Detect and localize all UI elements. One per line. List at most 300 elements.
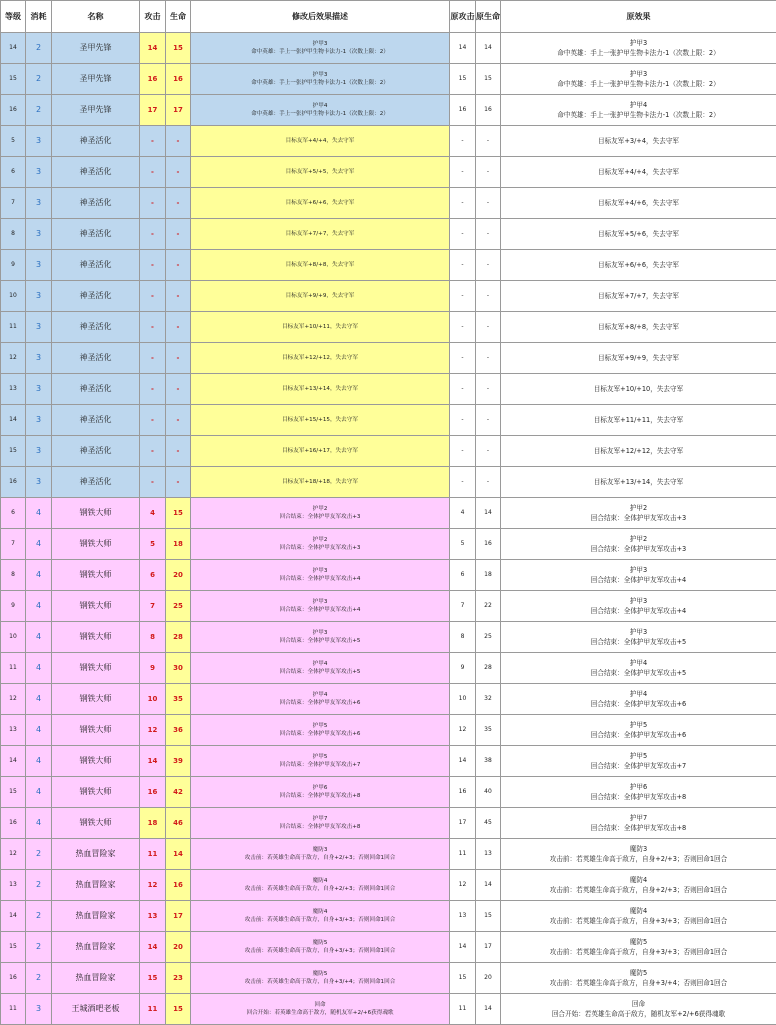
modified-desc-cell [191,95,450,126]
original-health-cell: 14 [476,994,501,1025]
original-desc-line: 攻击前：若英雄生命高于敌方，自身+2/+3；否则回命1回合 [501,885,776,895]
modified-desc-line: 魔防4 [191,877,449,885]
level-cell: 8 [1,219,26,250]
header-original-attack: 原攻击 [450,1,476,33]
original-health-cell: 16 [476,529,501,560]
header-level: 等级 [1,1,26,33]
name-cell: 神圣活化 [52,436,140,467]
modified-desc-cell [191,374,450,405]
modified-desc-cell [191,870,450,901]
original-health-cell: 14 [476,33,501,64]
level-cell: 15 [1,777,26,808]
modified-desc-cell [191,560,450,591]
table-body [1,33,776,1025]
original-desc-line: 魔防3 [501,844,776,854]
attack-cell: 11 [140,994,166,1025]
name-cell: 钢铁大师 [52,591,140,622]
header-original-health: 原生命 [476,1,501,33]
original-desc-line: 回合结束：全体护甲友军攻击+3 [501,513,776,523]
original-desc-cell [501,932,776,963]
health-cell: 15 [166,33,191,64]
modified-desc-line: 护甲2 [191,505,449,513]
original-desc-line: 目标友军+6/+6，失去守军 [501,260,776,270]
cost-cell: 3 [26,281,52,312]
original-desc-cell [501,126,776,157]
modified-desc-line: 魔防3 [191,846,449,854]
original-attack-cell: 14 [450,33,476,64]
health-cell: - [166,374,191,405]
original-desc-line: 目标友军+3/+4，失去守军 [501,136,776,146]
attack-cell: 5 [140,529,166,560]
modified-desc-line: 回合开始：若英雄生命高于敌方，随机友军+2/+6获得魂歌 [191,1009,449,1017]
original-desc-cell [501,467,776,498]
original-desc-line: 护甲3 [501,627,776,637]
original-desc-line: 目标友军+5/+6，失去守军 [501,229,776,239]
attack-cell: 15 [140,963,166,994]
name-cell: 圣甲先锋 [52,95,140,126]
attack-cell: - [140,188,166,219]
health-cell: 23 [166,963,191,994]
original-desc-cell [501,281,776,312]
original-health-cell: - [476,157,501,188]
cost-cell: 4 [26,622,52,653]
level-cell: 11 [1,994,26,1025]
table-row [1,250,776,281]
name-cell: 钢铁大师 [52,684,140,715]
original-health-cell: 15 [476,901,501,932]
name-cell: 钢铁大师 [52,746,140,777]
table-row [1,498,776,529]
modified-desc-line: 魔防5 [191,970,449,978]
original-attack-cell: - [450,126,476,157]
modified-desc-line: 回合结束：全体护甲友军攻击+3 [191,513,449,521]
original-desc-cell [501,839,776,870]
original-attack-cell: 16 [450,95,476,126]
modified-desc-line: 目标友军+8/+8，失去守军 [191,261,449,269]
modified-desc-line: 目标友军+18/+18，失去守军 [191,478,449,486]
original-health-cell: - [476,374,501,405]
header-cost: 消耗 [26,1,52,33]
cost-cell: 2 [26,33,52,64]
health-cell: 35 [166,684,191,715]
name-cell: 热血冒险家 [52,839,140,870]
modified-desc-line: 攻击前：若英雄生命高于敌方，自身+3/+3；否则回命1回合 [191,916,449,924]
original-attack-cell: 5 [450,529,476,560]
table-row [1,591,776,622]
level-cell: 15 [1,64,26,95]
original-desc-cell [501,529,776,560]
original-desc-line: 攻击前：若英雄生命高于敌方，自身+3/+3；否则回命1回合 [501,916,776,926]
modified-desc-cell [191,591,450,622]
original-attack-cell: 14 [450,932,476,963]
level-cell: 13 [1,870,26,901]
health-cell: 18 [166,529,191,560]
original-desc-cell [501,250,776,281]
original-health-cell: 17 [476,932,501,963]
original-desc-line: 目标友军+7/+7，失去守军 [501,291,776,301]
original-attack-cell: 15 [450,64,476,95]
cost-cell: 3 [26,343,52,374]
health-cell: - [166,157,191,188]
attack-cell: - [140,467,166,498]
table-row [1,777,776,808]
original-health-cell: - [476,281,501,312]
modified-desc-cell [191,746,450,777]
table-row [1,622,776,653]
name-cell: 热血冒险家 [52,932,140,963]
modified-desc-line: 回合结束：全体护甲友军攻击+5 [191,668,449,676]
original-desc-line: 回合结束：全体护甲友军攻击+3 [501,544,776,554]
header-row [1,1,776,33]
table-row [1,684,776,715]
health-cell: - [166,405,191,436]
original-attack-cell: - [450,250,476,281]
original-attack-cell: - [450,436,476,467]
original-health-cell: 35 [476,715,501,746]
health-cell: - [166,219,191,250]
name-cell: 钢铁大师 [52,777,140,808]
cost-cell: 2 [26,901,52,932]
original-desc-line: 目标友军+4/+4，失去守军 [501,167,776,177]
modified-desc-line: 护甲3 [191,71,449,79]
attack-cell: - [140,436,166,467]
original-attack-cell: 9 [450,653,476,684]
attack-cell: 12 [140,715,166,746]
original-desc-line: 目标友军+10/+10，失去守军 [501,384,776,394]
original-desc-cell [501,405,776,436]
modified-desc-cell [191,529,450,560]
original-attack-cell: - [450,374,476,405]
original-desc-line: 护甲5 [501,751,776,761]
original-desc-line: 目标友军+11/+11，失去守军 [501,415,776,425]
modified-desc-cell [191,64,450,95]
original-desc-cell [501,777,776,808]
original-health-cell: - [476,188,501,219]
modified-desc-line: 回合结束：全体护甲友军攻击+8 [191,792,449,800]
modified-desc-line: 命中英雄：手上一张护甲生物卡法力-1（次数上限：2） [191,48,449,56]
modified-desc-line: 目标友军+9/+9，失去守军 [191,292,449,300]
original-desc-line: 护甲5 [501,720,776,730]
original-desc-line: 回合结束：全体护甲友军攻击+6 [501,730,776,740]
original-attack-cell: 8 [450,622,476,653]
name-cell: 神圣活化 [52,188,140,219]
modified-desc-cell [191,157,450,188]
health-cell: 16 [166,870,191,901]
original-desc-line: 攻击前：若英雄生命高于敌方，自身+3/+3；否则回命1回合 [501,947,776,957]
original-attack-cell: 14 [450,746,476,777]
original-desc-line: 魔防4 [501,875,776,885]
original-attack-cell: - [450,219,476,250]
original-health-cell: 14 [476,870,501,901]
name-cell: 钢铁大师 [52,622,140,653]
original-desc-line: 回命 [501,999,776,1009]
modified-desc-line: 护甲4 [191,102,449,110]
health-cell: 25 [166,591,191,622]
health-cell: - [166,467,191,498]
original-desc-line: 目标友军+9/+9，失去守军 [501,353,776,363]
attack-cell: - [140,374,166,405]
level-cell: 14 [1,33,26,64]
original-desc-line: 护甲4 [501,658,776,668]
attack-cell: - [140,126,166,157]
original-health-cell: 32 [476,684,501,715]
table-row [1,994,776,1025]
original-desc-cell [501,374,776,405]
modified-desc-cell [191,777,450,808]
level-cell: 10 [1,622,26,653]
table-row [1,963,776,994]
cost-cell: 4 [26,715,52,746]
original-health-cell: 25 [476,622,501,653]
cost-cell: 2 [26,870,52,901]
original-desc-line: 魔防5 [501,937,776,947]
level-cell: 15 [1,932,26,963]
cost-cell: 3 [26,405,52,436]
level-cell: 12 [1,343,26,374]
attack-cell: 16 [140,777,166,808]
modified-desc-cell [191,219,450,250]
original-health-cell: 45 [476,808,501,839]
cost-cell: 2 [26,839,52,870]
name-cell: 神圣活化 [52,126,140,157]
cost-cell: 3 [26,436,52,467]
modified-desc-cell [191,467,450,498]
name-cell: 神圣活化 [52,374,140,405]
table-row [1,157,776,188]
level-cell: 7 [1,529,26,560]
original-desc-line: 回合结束：全体护甲友军攻击+7 [501,761,776,771]
original-desc-cell [501,343,776,374]
original-desc-line: 目标友军+8/+8，失去守军 [501,322,776,332]
cost-cell: 3 [26,467,52,498]
modified-desc-line: 目标友军+7/+7，失去守军 [191,230,449,238]
original-attack-cell: - [450,312,476,343]
original-attack-cell: 11 [450,994,476,1025]
health-cell: - [166,281,191,312]
original-desc-cell [501,622,776,653]
original-desc-line: 护甲3 [501,565,776,575]
health-cell: 36 [166,715,191,746]
health-cell: - [166,126,191,157]
header-health: 生命 [166,1,191,33]
modified-desc-line: 攻击前：若英雄生命高于敌方，自身+2/+3；否则回命1回合 [191,885,449,893]
cost-cell: 4 [26,529,52,560]
original-health-cell: 16 [476,95,501,126]
attack-cell: 12 [140,870,166,901]
modified-desc-line: 魔防5 [191,939,449,947]
modified-desc-line: 回合结束：全体护甲友军攻击+6 [191,699,449,707]
table-row [1,374,776,405]
cost-cell: 4 [26,591,52,622]
original-desc-line: 命中英雄：手上一张护甲生物卡法力-1（次数上限：2） [501,48,776,58]
modified-desc-cell [191,653,450,684]
level-cell: 13 [1,715,26,746]
level-cell: 15 [1,436,26,467]
health-cell: 28 [166,622,191,653]
original-desc-line: 目标友军+12/+12，失去守军 [501,446,776,456]
original-desc-cell [501,746,776,777]
cost-cell: 3 [26,374,52,405]
table-row [1,901,776,932]
attack-cell: 14 [140,746,166,777]
modified-desc-line: 护甲6 [191,784,449,792]
original-attack-cell: 15 [450,963,476,994]
level-cell: 6 [1,498,26,529]
original-desc-cell [501,33,776,64]
original-attack-cell: - [450,157,476,188]
modified-desc-line: 魔防4 [191,908,449,916]
original-desc-line: 回合结束：全体护甲友军攻击+5 [501,668,776,678]
modified-desc-line: 目标友军+13/+14，失去守军 [191,385,449,393]
attack-cell: 18 [140,808,166,839]
name-cell: 钢铁大师 [52,653,140,684]
attack-cell: - [140,157,166,188]
original-attack-cell: 12 [450,870,476,901]
cost-cell: 4 [26,684,52,715]
table-row [1,33,776,64]
original-health-cell: 22 [476,591,501,622]
original-health-cell: 15 [476,64,501,95]
original-desc-line: 回合结束：全体护甲友军攻击+8 [501,823,776,833]
table-row [1,715,776,746]
name-cell: 神圣活化 [52,157,140,188]
name-cell: 神圣活化 [52,281,140,312]
modified-desc-line: 护甲3 [191,629,449,637]
health-cell: - [166,188,191,219]
name-cell: 神圣活化 [52,405,140,436]
original-attack-cell: 4 [450,498,476,529]
original-desc-line: 回合结束：全体护甲友军攻击+6 [501,699,776,709]
name-cell: 圣甲先锋 [52,33,140,64]
original-desc-cell [501,64,776,95]
level-cell: 14 [1,746,26,777]
table-row [1,436,776,467]
original-health-cell: - [476,343,501,374]
modified-desc-line: 回合结束：全体护甲友军攻击+8 [191,823,449,831]
modified-desc-line: 回合结束：全体护甲友军攻击+7 [191,761,449,769]
original-health-cell: - [476,436,501,467]
level-cell: 16 [1,95,26,126]
cost-cell: 3 [26,994,52,1025]
modified-desc-line: 目标友军+5/+5，失去守军 [191,168,449,176]
modified-desc-cell [191,994,450,1025]
original-attack-cell: - [450,343,476,374]
original-desc-line: 护甲3 [501,596,776,606]
name-cell: 神圣活化 [52,467,140,498]
level-cell: 16 [1,963,26,994]
attack-cell: 13 [140,901,166,932]
original-attack-cell: 7 [450,591,476,622]
level-cell: 9 [1,250,26,281]
modified-desc-cell [191,498,450,529]
cost-cell: 4 [26,777,52,808]
original-health-cell: 14 [476,498,501,529]
attack-cell: - [140,250,166,281]
attack-cell: - [140,343,166,374]
original-desc-cell [501,219,776,250]
modified-desc-line: 攻击前：若英雄生命高于敌方，自身+2/+3；否则回命1回合 [191,854,449,862]
table-row [1,839,776,870]
original-health-cell: - [476,405,501,436]
name-cell: 神圣活化 [52,312,140,343]
attack-cell: - [140,219,166,250]
modified-desc-line: 回合结束：全体护甲友军攻击+3 [191,544,449,552]
header-original-desc: 原效果 [501,1,776,33]
modified-desc-line: 攻击前：若英雄生命高于敌方，自身+3/+3；否则回命1回合 [191,947,449,955]
name-cell: 钢铁大师 [52,498,140,529]
modified-desc-cell [191,839,450,870]
name-cell: 热血冒险家 [52,901,140,932]
level-cell: 13 [1,374,26,405]
table-row [1,64,776,95]
modified-desc-line: 目标友军+6/+6，失去守军 [191,199,449,207]
modified-desc-cell [191,684,450,715]
health-cell: 15 [166,994,191,1025]
modified-desc-line: 攻击前：若英雄生命高于敌方，自身+3/+4；否则回命1回合 [191,978,449,986]
table-row [1,343,776,374]
level-cell: 7 [1,188,26,219]
original-desc-line: 护甲6 [501,782,776,792]
original-desc-line: 护甲3 [501,38,776,48]
original-desc-cell [501,870,776,901]
modified-desc-cell [191,622,450,653]
modified-desc-line: 命中英雄：手上一张护甲生物卡法力-1（次数上限：2） [191,79,449,87]
health-cell: 20 [166,560,191,591]
original-desc-cell [501,188,776,219]
level-cell: 5 [1,126,26,157]
original-desc-line: 护甲2 [501,534,776,544]
original-desc-line: 回合结束：全体护甲友军攻击+5 [501,637,776,647]
attack-cell: - [140,405,166,436]
health-cell: 30 [166,653,191,684]
modified-desc-line: 护甲3 [191,598,449,606]
original-desc-cell [501,653,776,684]
original-health-cell: - [476,250,501,281]
name-cell: 钢铁大师 [52,560,140,591]
name-cell: 圣甲先锋 [52,64,140,95]
cost-cell: 4 [26,653,52,684]
level-cell: 10 [1,281,26,312]
original-attack-cell: - [450,467,476,498]
original-attack-cell: 11 [450,839,476,870]
health-cell: 14 [166,839,191,870]
modified-desc-cell [191,126,450,157]
cost-cell: 3 [26,126,52,157]
modified-desc-cell [191,281,450,312]
modified-desc-line: 护甲4 [191,691,449,699]
table-row [1,405,776,436]
original-desc-line: 护甲3 [501,69,776,79]
original-attack-cell: 6 [450,560,476,591]
modified-desc-line: 回合结束：全体护甲友军攻击+6 [191,730,449,738]
original-health-cell: - [476,126,501,157]
modified-desc-line: 护甲2 [191,536,449,544]
original-desc-line: 护甲2 [501,503,776,513]
modified-desc-line: 护甲7 [191,815,449,823]
attack-cell: 7 [140,591,166,622]
modified-desc-cell [191,715,450,746]
attack-cell: 10 [140,684,166,715]
original-attack-cell: 16 [450,777,476,808]
level-cell: 14 [1,405,26,436]
modified-desc-cell [191,405,450,436]
cost-cell: 2 [26,95,52,126]
original-attack-cell: 10 [450,684,476,715]
name-cell: 钢铁大师 [52,715,140,746]
cost-cell: 3 [26,188,52,219]
level-cell: 12 [1,684,26,715]
health-cell: 42 [166,777,191,808]
